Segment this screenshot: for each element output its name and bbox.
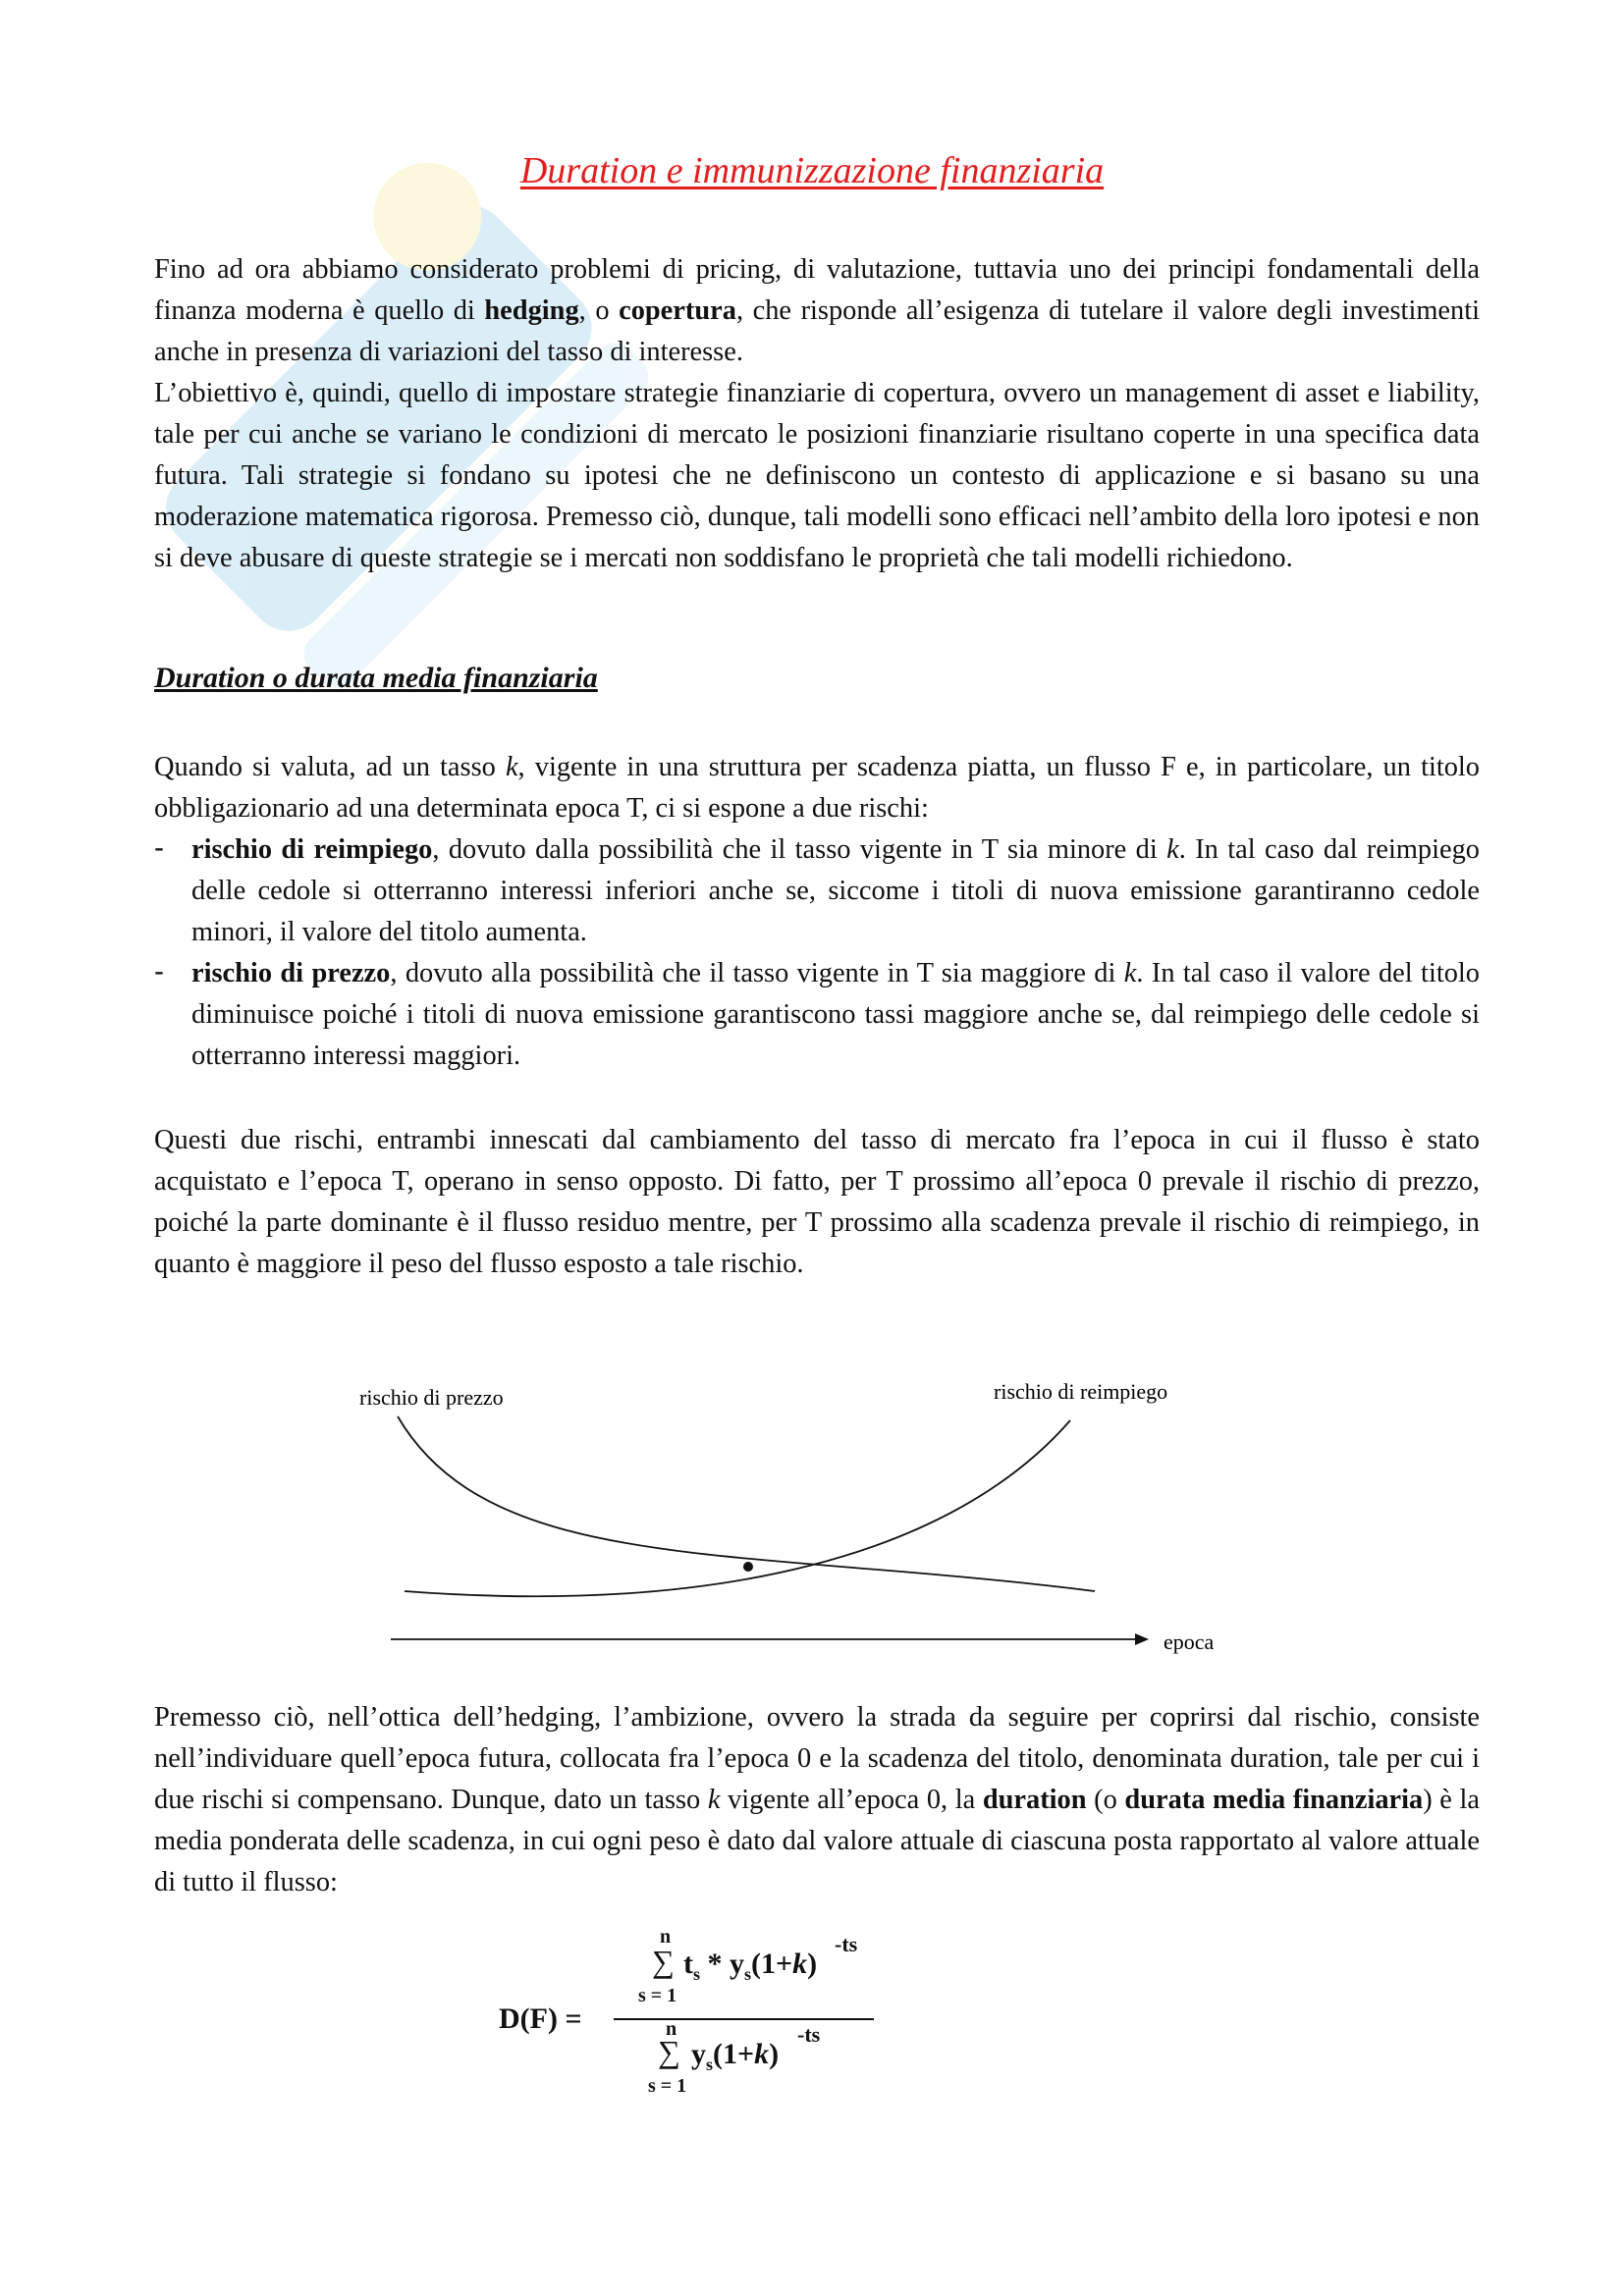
intro-text-d: , che risponde all’esigenza di tutelare il valore degli investimenti anche in presenza di variazioni del tasso di interesse. xyxy=(154,295,1480,367)
rate-symbol: k xyxy=(1123,958,1137,988)
intro-paragraph-2: L’obiettivo è, quindi, quello di impostare strategie finanziarie di copertura, ovvero un management di asset e liability, tale per cui anche se variano le condizioni di mercato le posizioni finanziarie risultano coperte in una specifica data futura. Tali strategie si fondano su ipotesi che ne definiscono un contesto di applicazione e si basano su una moderazione matematica rigorosa. Premesso ciò, dunque, tali modelli sono efficaci nell’ambito della loro ipotesi e non si deve abusare di queste strategie se i mercati non soddisfano le proprietà che tali modelli richiedono. xyxy=(154,378,1480,573)
rate-symbol: k xyxy=(1166,834,1179,865)
sum-lower-limit: s = 1 xyxy=(638,1985,677,2006)
duration-text-a: Premesso ciò, nell’ottica dell’hedging, l’ambizione, ovvero la strada da seguire per coprirsi dal rischio, consiste nell’individuare quell’epoca futura, collocata fra l’epoca 0 e la scadenza del titolo, denominata duration, tale per cui i due rischi si compensano. Dunque, dato un tasso xyxy=(154,1702,1480,1815)
intro-text-c: , o xyxy=(578,295,620,326)
price-risk-label: rischio di prezzo xyxy=(359,1385,504,1410)
bullet-text-a: , dovuto dalla possibilità che il tasso vigente in T sia minore di xyxy=(432,834,1167,865)
intro-text-a: Fino ad ora abbiamo considerato problemi di pricing, di valutazione, tuttavia uno dei principi fondamentali della finanza moderna è quello di xyxy=(154,254,1480,326)
two-risks-paragraph: Questi due rischi, entrambi innescati dal cambiamento del tasso di mercato fra l’epoca in cui il flusso è stato acquistato e l’epoca T, operano in senso opposto. Di fatto, per T prossimo all’epoca 0 prevale il rischio di prezzo, poiché la parte dominante è il flusso residuo mentre, per T prossimo alla scadenza prevale il rischio di reimpiego, in quanto è maggiore il peso del flusso esposto a tale rischio. xyxy=(154,1125,1480,1279)
page-title: Duration e immunizzazione finanziaria xyxy=(519,150,1105,191)
term-hedging: hedging xyxy=(484,295,579,326)
reinvest-risk-label: rischio di reimpiego xyxy=(994,1379,1168,1404)
denominator-exponent: -ts xyxy=(797,2022,821,2047)
sum-upper-limit: n xyxy=(660,1926,672,1948)
formula-lhs: D(F) = xyxy=(499,2002,582,2035)
duration-paragraph xyxy=(154,1697,1480,1903)
risk-list xyxy=(154,829,1480,1077)
bullet-term: rischio di reimpiego xyxy=(191,834,433,865)
risk-intro-a: Quando si valuta, ad un tasso xyxy=(154,752,506,782)
numerator-expression: $t_s * y_s(1+k)$ xyxy=(683,1948,818,1984)
axis-label: epoca xyxy=(1164,1629,1215,1654)
bullet-dash: - xyxy=(154,831,164,864)
sum-upper-limit: n xyxy=(666,2018,677,2040)
fraction-bar xyxy=(614,2018,874,2020)
risk-intro-paragraph xyxy=(154,747,1480,829)
bullet-term: rischio di prezzo xyxy=(191,958,391,988)
duration-text-b: vigente all’epoca 0, la xyxy=(720,1785,983,1815)
denominator-expression: $y_s(1+k)$ xyxy=(691,2038,780,2074)
sum-lower-limit: s = 1 xyxy=(648,2075,687,2097)
risk-intro-b: , vigente in una struttura per scadenza piatta, un flusso F e, in particolare, un titolo obbligazionario ad una determinata epoca T, ci si espone a due rischi: xyxy=(154,752,1481,824)
duration-point xyxy=(743,1562,753,1572)
section-heading: Duration o durata media finanziaria xyxy=(154,662,598,694)
rate-symbol: k xyxy=(505,752,518,782)
bullet-text-a: , dovuto alla possibilità che il tasso vigente in T sia maggiore di xyxy=(390,958,1124,988)
duration-text-d: ) è la media ponderata delle scadenza, in cui ogni peso è dato dal valore attuale di ciascuna posta rapportato al valore attuale di tutto il flusso: xyxy=(154,1785,1480,1897)
intro-text xyxy=(154,249,1480,579)
bullet-text-b: . In tal caso dal reimpiego delle cedole si otterranno interessi inferiori anche se, siccome i titoli di nuova emissione garantiranno cedole minori, il valore del titolo aumenta. xyxy=(191,834,1480,947)
term-copertura: copertura xyxy=(619,295,736,326)
sum-icon: ∑ xyxy=(658,2034,680,2069)
duration-formula xyxy=(491,1924,923,2120)
term-duration: duration xyxy=(982,1785,1087,1815)
list-item xyxy=(154,953,1480,1077)
intro-paragraph-1 xyxy=(154,249,1480,373)
duration-text-c: (o xyxy=(1086,1785,1125,1815)
risk-diagram xyxy=(344,1360,1227,1654)
axis-arrow-icon xyxy=(1135,1633,1149,1645)
list-item xyxy=(154,829,1480,953)
rate-symbol: k xyxy=(707,1785,721,1815)
term-durata-media: durata media finanziaria xyxy=(1124,1785,1424,1815)
sum-icon: ∑ xyxy=(652,1944,675,1979)
bullet-dash: - xyxy=(154,955,164,988)
numerator-exponent: -ts xyxy=(835,1932,858,1956)
bullet-text-b: . In tal caso il valore del titolo diminuisce poiché i titoli di nuova emissione garantiscono tassi maggiore anche se, dal reimpiego delle cedole si otterranno interessi maggiori. xyxy=(191,958,1480,1071)
